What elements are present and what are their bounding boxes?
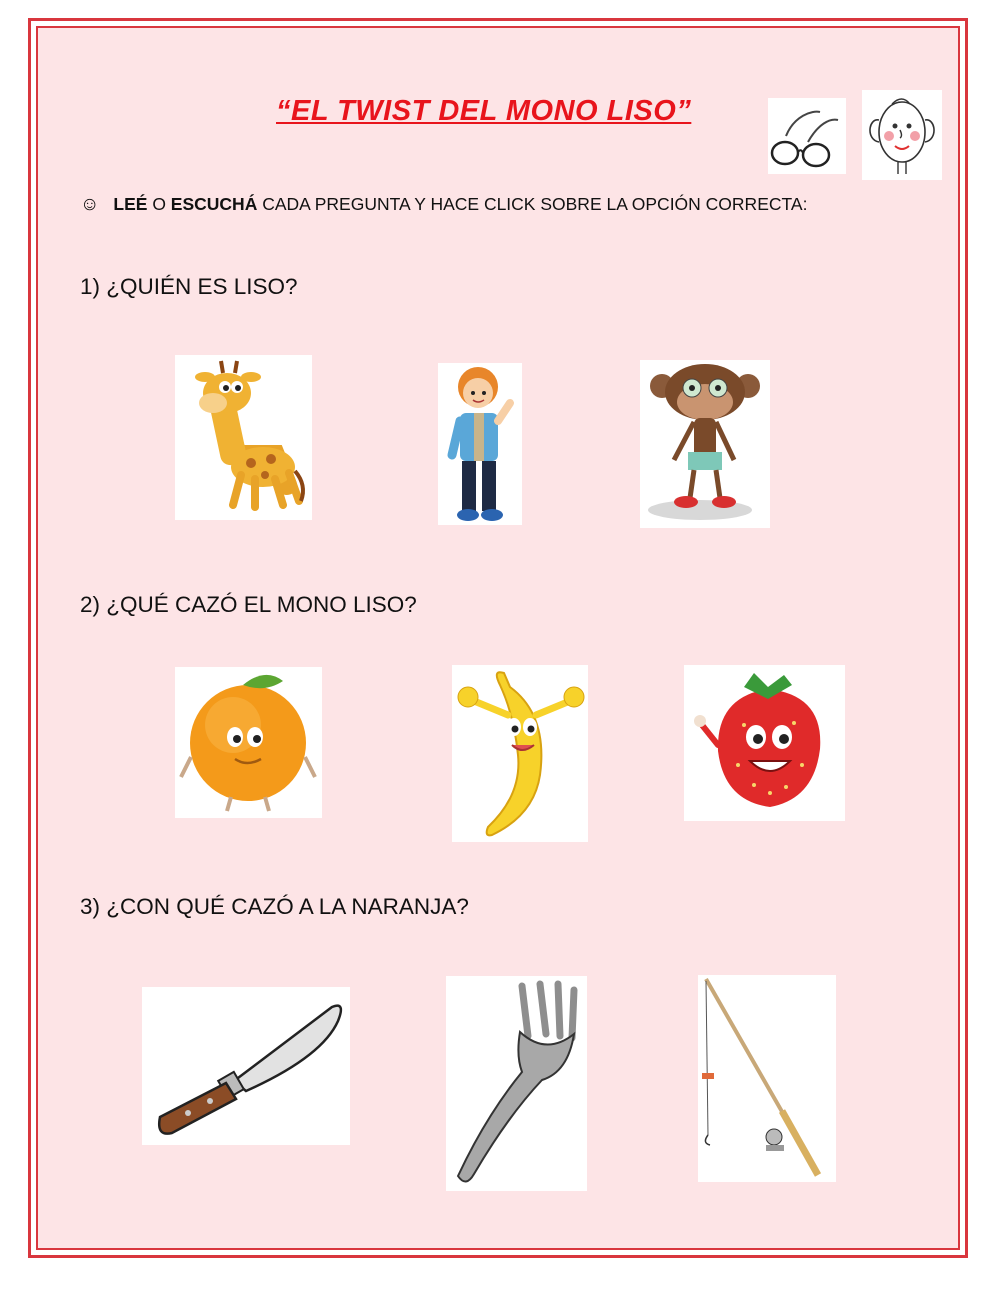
fishing-rod-icon xyxy=(698,975,836,1182)
option-banana[interactable] xyxy=(452,665,588,842)
instruction-word-lee: LEÉ xyxy=(113,194,148,214)
instruction-word-escucha: ESCUCHÁ xyxy=(170,194,258,214)
strawberry-icon xyxy=(684,665,845,821)
smiley-icon: ☺ xyxy=(80,194,100,215)
option-giraffe[interactable] xyxy=(175,355,312,520)
option-orange[interactable] xyxy=(175,667,322,818)
question-1: 1) ¿QUIÉN ES LISO? xyxy=(80,274,298,299)
monkey-icon xyxy=(640,360,770,528)
option-boy[interactable] xyxy=(438,363,522,525)
face-icon xyxy=(862,90,942,180)
instructions-text xyxy=(80,194,807,216)
orange-icon xyxy=(175,667,322,818)
option-monkey[interactable] xyxy=(640,360,770,528)
boy-icon xyxy=(438,363,522,525)
option-knife[interactable] xyxy=(142,987,350,1145)
banana-icon xyxy=(452,665,588,842)
option-strawberry[interactable] xyxy=(684,665,845,821)
glasses-icon xyxy=(768,98,846,174)
instruction-word-o: O xyxy=(147,194,171,214)
option-fishing-rod[interactable] xyxy=(698,975,836,1182)
giraffe-icon xyxy=(175,355,312,520)
instruction-rest: CADA PREGUNTA Y HACE CLICK SOBRE LA OPCIÓN CORRECTA: xyxy=(257,194,808,214)
option-fork[interactable] xyxy=(446,976,587,1191)
question-3: 3) ¿CON QUÉ CAZÓ A LA NARANJA? xyxy=(80,894,469,919)
question-2: 2) ¿QUÉ CAZÓ EL MONO LISO? xyxy=(80,592,417,617)
page-title: “EL TWIST DEL MONO LISO” xyxy=(276,95,692,127)
knife-icon xyxy=(142,987,350,1145)
fork-icon xyxy=(446,976,587,1191)
